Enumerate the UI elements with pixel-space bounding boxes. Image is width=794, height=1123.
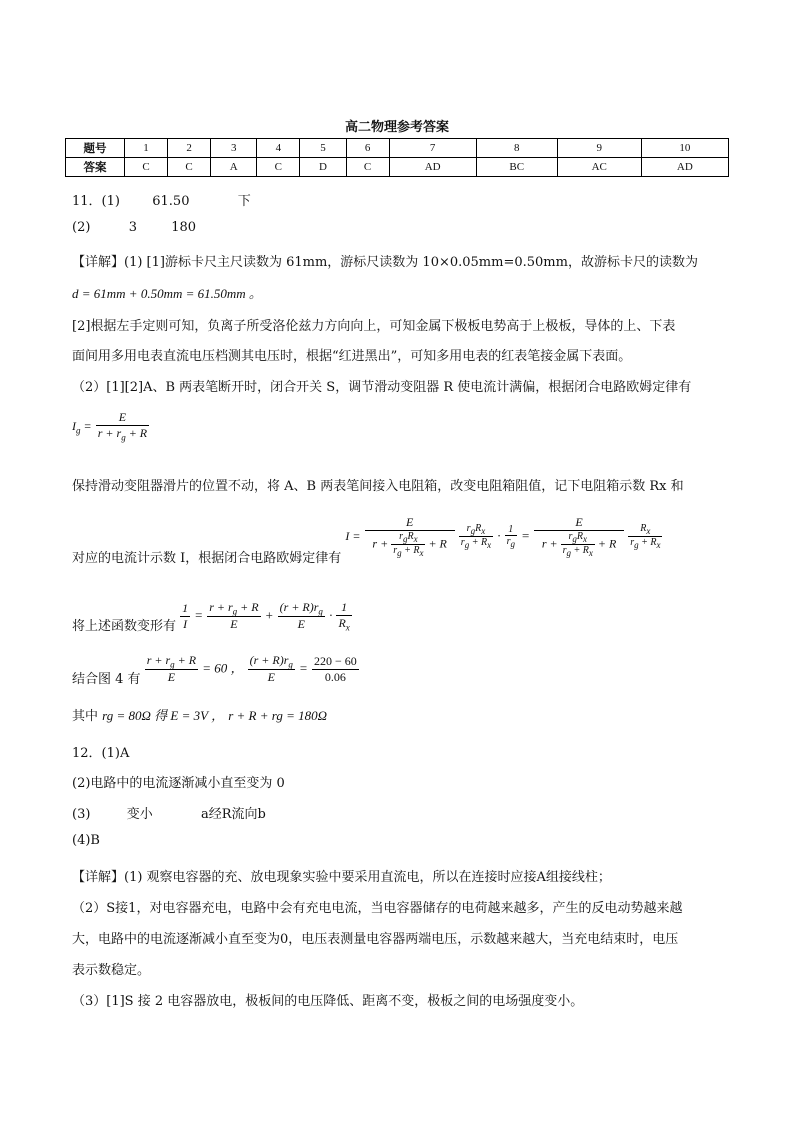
q12-part3-answer-b: a经R流向b [201,807,266,822]
q12-line-3 [72,803,266,822]
q11-detail-8: 结合图 4 有 [72,671,141,687]
q11-part1-direction: 下 [237,194,251,209]
table-row-answers [66,158,729,177]
q12-detail-5: （3）[1]S 接 2 电容器放电，极板间的电压降低、距离不变，极板之间的电场强度变小。 [72,994,584,1009]
answer-cell: C [168,158,211,177]
question-number: 4 [257,139,300,158]
q11-detail-1: 【详解】(1) [1]游标卡尺主尺读数为 61mm，游标尺读数为 10×0.05mm=0.50mm，故游标卡尺的读数为 [72,255,698,270]
q11-detail-9-result: rg = 80Ω 得 E = 3V ， [102,708,225,723]
question-number: 5 [300,139,346,158]
page-title: 高二物理参考答案 [344,120,449,135]
answer-cell: C [125,158,168,177]
answer-cell: BC [476,158,557,177]
formula-current: I = E r + $\frac{r_gR_x}{r_g + R_x}$ + R $\frac{r_gR_x}{r_g + R_x}$ · $\frac{1}{r_g}$ = E r + $\frac{r_gR_x}{r_g + R_x}$ + R $\frac{R_x}{r_g + R_x}$ [345,515,661,558]
question-number: 3 [211,139,257,158]
formula-mid: = 60 ， [202,660,244,676]
question-number: 6 [346,139,389,158]
header-label: 题号 [66,139,125,158]
answer-cell: AD [389,158,476,177]
q12-line-4: (4)B [72,833,100,848]
q12-part3-number: (3) [72,807,91,822]
q12-part3-answer-a: 变小 [126,807,153,822]
q11-detail-9 [72,705,327,724]
question-number: 8 [476,139,557,158]
q12-detail-2: （2）S接1，对电容器充电，电路中会有充电电流，当电容器储存的电荷越来越多，产生的反电动势越来越 [72,901,683,916]
q11-detail-7-row [72,600,352,632]
q11-part2-value1: 3 [128,220,137,235]
q11-detail-8-row [72,653,359,685]
formula-right-den: 0.06 [324,669,346,684]
q11-answer-line-2 [72,220,196,235]
q12-line-1: 12．(1)A [72,746,130,761]
q11-detail-3: 面间用多用电表直流电压档测其电压时，根据“红进黑出”，可知多用电表的红表笔接金属下表面。 [72,349,632,364]
q11-part2-number: (2) [72,220,91,235]
question-number: 2 [168,139,211,158]
q11-detail-7: 将上述函数变形有 [72,618,177,634]
answer-label: 答案 [66,158,125,177]
answer-cell: AC [557,158,641,177]
formula-ig: $I_g$ = $\frac{E}{r + r_g + R}$ [72,410,148,443]
q12-detail-1: 【详解】(1) 观察电容器的充、放电现象实验中要采用直流电，所以在连接时应接A组接线柱； [72,870,611,885]
q11-part1-value: 61.50 [152,194,190,209]
q11-part1-number: 11．(1) [72,194,120,209]
answer-cell: A [211,158,257,177]
q12-line-2: (2)电路中的电流逐渐减小直至变为 0 [72,776,285,791]
q11-answer-line-1 [72,190,251,209]
formula-inverse: $\frac{1}{I}$ = $\frac{r + r_g + R}{E}$ + $\frac{(r + R)r_g}{E}$ · $\frac{1}{R_x}$ [182,600,350,633]
q11-detail-9-prefix: 其中 [72,709,99,724]
question-number: 9 [557,139,641,158]
question-number: 10 [641,139,728,158]
q11-part2-value2: 180 [171,220,197,235]
q12-detail-4: 表示数稳定。 [72,963,151,978]
formula-graph: $\frac{r + r_g + R}{E}$ = 60 ， $\frac{(r + R)r_g}{E}$ = $\frac{220 - 60}{0.06}$ [146,653,357,685]
answer-cell: D [300,158,346,177]
q11-detail-2: [2]根据左手定则可知，负离子所受洛伦兹力方向向上，可知金属下极板电势高于上极板，导体的上、下表 [72,319,676,334]
question-number: 7 [389,139,476,158]
formula-right-num: 220 − 60 [313,653,357,668]
answer-table [65,138,729,177]
answer-cell: AD [641,158,728,177]
q11-formula-d: d = 61mm + 0.50mm = 61.50mm 。 [72,286,262,301]
question-number: 1 [125,139,168,158]
q11-detail-4: （2）[1][2]A、B 两表笔断开时，闭合开关 S，调节滑动变阻器 R 使电流计满偏，根据闭合电路欧姆定律有 [72,380,692,395]
q11-detail-5: 保持滑动变阻器滑片的位置不动，将 A、B 两表笔间接入电阻箱，改变电阻箱阻值，记下电阻箱示数 Rx 和 [72,479,684,494]
table-row-numbers [66,139,729,158]
q11-detail-6: 对应的电流计示数 I，根据闭合电路欧姆定律有 [72,551,342,566]
answer-cell: C [257,158,300,177]
q12-detail-3: 大，电路中的电流逐渐减小直至变为0，电压表测量电容器两端电压，示数越来越大，当充电结束时，电压 [72,932,679,947]
q11-detail-9-sum: r + R + rg = 180Ω [228,708,328,723]
q11-detail-6-row [72,515,662,566]
answer-cell: C [346,158,389,177]
